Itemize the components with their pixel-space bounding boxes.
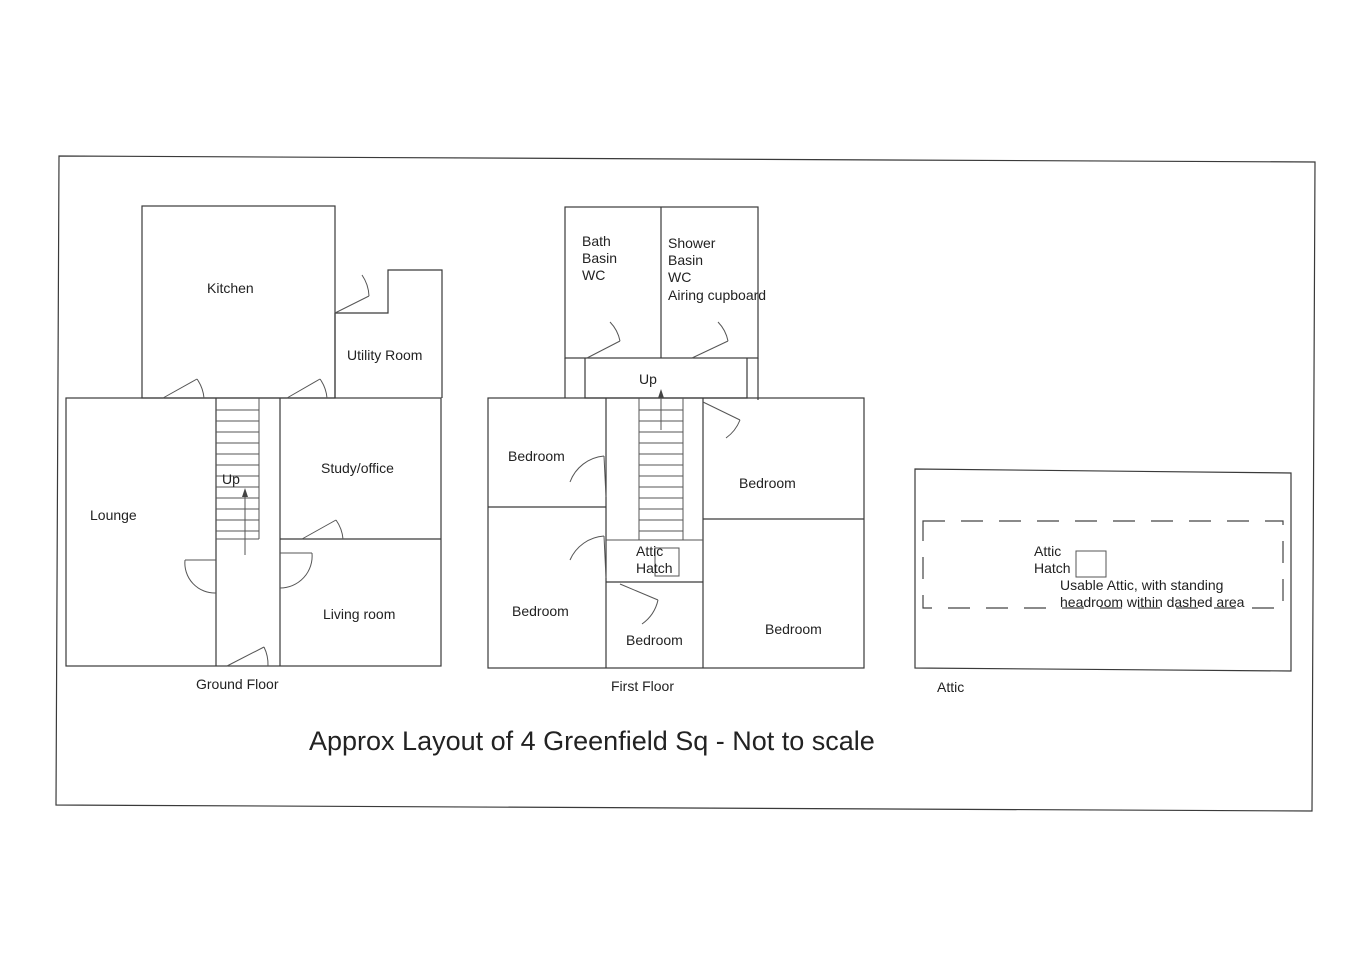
first-doors	[570, 322, 740, 624]
ground-stairs-up-label: Up	[222, 471, 240, 487]
bedroom-bottom-left-label: Bedroom	[512, 603, 569, 619]
bathroom2-line2: Basin	[668, 252, 704, 268]
bathroom2-line1: Shower	[668, 235, 716, 251]
attic-note-line1: Usable Attic, with standing	[1060, 577, 1224, 593]
bedroom-right-bottom-label: Bedroom	[765, 621, 822, 637]
attic-hatch-line2: Hatch	[1034, 560, 1071, 576]
landing-wall	[585, 358, 747, 398]
first-floor-plan	[488, 207, 864, 694]
bathroom1-line1: Bath	[582, 233, 611, 249]
ground-floor-outline	[66, 398, 441, 666]
living-room-label: Living room	[323, 606, 396, 622]
up-arrow-icon	[242, 488, 248, 497]
attic-plan	[915, 469, 1291, 695]
first-attic-hatch-line1: Attic	[636, 543, 664, 559]
attic-caption: Attic	[937, 679, 965, 695]
bathroom2-line4: Airing cupboard	[668, 287, 767, 303]
ground-floor-caption: Ground Floor	[196, 676, 279, 692]
lounge-label: Lounge	[90, 507, 137, 523]
attic-note-line2: headroom within dashed area	[1060, 594, 1245, 610]
ground-floor-plan	[66, 206, 442, 692]
utility-wall	[335, 270, 442, 398]
first-stairs	[639, 410, 703, 540]
first-floor-caption: First Floor	[611, 678, 674, 694]
utility-room-label: Utility Room	[347, 347, 423, 363]
bedroom-small-label: Bedroom	[626, 632, 683, 648]
attic-hatch-line1: Attic	[1034, 543, 1062, 559]
study-office-label: Study/office	[321, 460, 394, 476]
up-arrow-icon	[658, 389, 664, 398]
bathroom1-line2: Basin	[582, 250, 618, 266]
attic-outline	[915, 469, 1291, 671]
first-stairs-up-label: Up	[639, 371, 657, 387]
plan-title: Approx Layout of 4 Greenfield Sq - Not to scale	[309, 726, 875, 756]
kitchen-wall	[142, 206, 335, 398]
kitchen-label: Kitchen	[207, 280, 254, 296]
attic-hatch-square	[1076, 551, 1106, 577]
first-attic-hatch-line2: Hatch	[636, 560, 673, 576]
bedroom-right-top-label: Bedroom	[739, 475, 796, 491]
bathroom1-line3: WC	[582, 267, 606, 283]
bedroom-top-left-label: Bedroom	[508, 448, 565, 464]
bathroom2-line3: WC	[668, 269, 692, 285]
